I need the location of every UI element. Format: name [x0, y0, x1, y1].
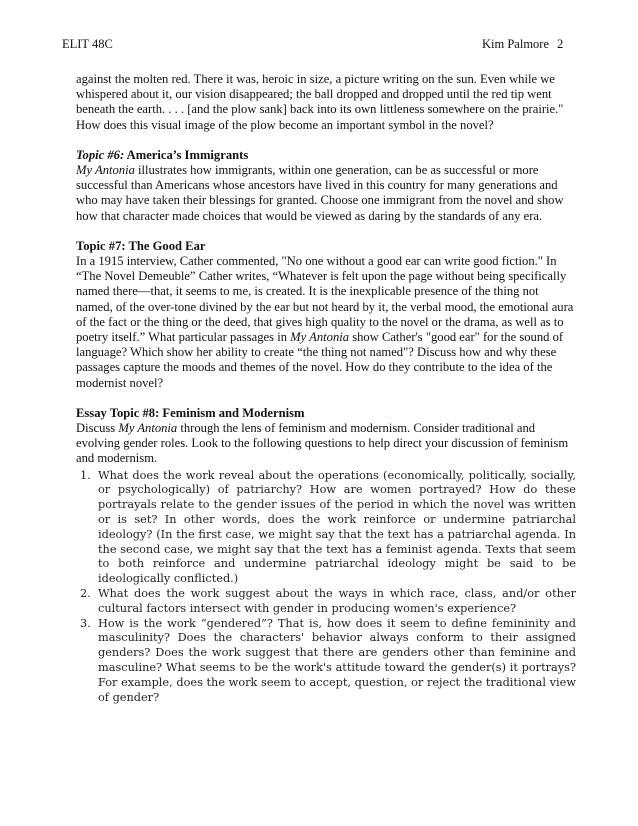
topic7-paragraph — [76, 254, 576, 391]
novel-title: My Antonia — [290, 330, 350, 345]
topic6-text: illustrates how immigrants, within one generation, can be as successful or more successful than Americans whose ancestors have lived in this country for many generations and who may have taken their blessings for granted. Choose one immigrant from the novel and show how that character made choices that would be viewed as daring by the standards of any era. — [76, 163, 564, 223]
topic7-text-after: show Cather's "good ear" for the sound of language? Which show her ability to create “the thing not named"? Discuss how and why these passages capture the moods and themes of the novel. How do they contribute to the idea of the modernist novel? — [76, 330, 564, 390]
question-text: How is the work “gendered”? That is, how does it seem to define femininity and masculinity? Does the characters' behavior always conform to their assigned genders? Does the work suggest that there are genders other than feminine and masculine? What seems to be the work's attitude toward the gender(s) it portrays? For example, does the work seem to accept, question, or reject the traditional view of gender? — [98, 616, 576, 704]
question-text: What does the work suggest about the ways in which race, class, and/or other cultural factors intersect with gender in producing women's experience? — [98, 587, 576, 615]
novel-title: My Antonia — [76, 163, 135, 178]
topic6-paragraph — [76, 163, 576, 224]
topic8-intro-after: through the lens of feminism and modernism. Consider traditional and evolving gender roles. Look to the following questions to help direct your discussion of feminism and modernism. — [76, 421, 569, 466]
question-number: 3. — [80, 616, 91, 630]
topic8-intro-before: Discuss — [76, 421, 116, 436]
question-number: 1. — [80, 468, 91, 482]
list-item — [80, 587, 576, 617]
topic7-heading: Topic #7: The Good Ear — [76, 238, 206, 253]
topic7-text-before: In a 1915 interview, Cather commented, "No one without a good ear can write good fiction." In “The Novel Demeuble” Cather writes, “Whatever is felt upon the page without being specifically named there—that, it seems to me, is created. It is the inexplicable presence of the thing not named, of the over-tone divined by the ear but not heard by it, the verbal mood, the emotional aura of the fact or the thing or the deed, that gives high quality to the novel or the drama, as well as to poetry itself.” What particular passages in — [76, 254, 574, 345]
novel-title: My Antonia — [118, 421, 178, 436]
list-item — [80, 617, 576, 706]
topic5-continuation — [76, 72, 576, 133]
topic6-heading — [76, 148, 576, 163]
topic5-question: How does this visual image of the plow become an important symbol in the novel? — [76, 117, 494, 132]
topic8-heading: Essay Topic #8: Feminism and Modernism — [76, 405, 305, 420]
topic8-intro — [76, 421, 576, 467]
topic8-question-list — [80, 469, 576, 706]
quote-continuation: against the molten red. There it was, heroic in size, a picture writing on the sun. Even while we whispered about it, our vision disappeared; the ball dropped and dropped until the red tip went beneath the earth. . . . [and the plow sank] back into its own littleness somewhere on the prairie." — [76, 72, 564, 117]
document-body — [76, 72, 576, 705]
list-item — [80, 469, 576, 587]
header-author: Kim Palmore — [482, 37, 550, 51]
header-course: ELIT 48C — [62, 37, 113, 51]
question-number: 2. — [80, 587, 91, 601]
page-number: 2 — [557, 37, 564, 51]
question-text: What does the work reveal about the operations (economically, politically, socially, or psychologically) of patriarchy? How are women portrayed? How do these portrayals relate to the gender issues of the period in which the novel was written or is set? In other words, does the work reinforce or undermine patriarchal ideology? (In the first case, we might say that the text has a patriarchal agenda. In the second case, we might say that the text has a feminist agenda. Texts that seem to both reinforce and undermine patriarchal ideology might be said to be ideologically conflicted.) — [98, 468, 576, 586]
topic6-number: Topic #6: — [76, 147, 125, 162]
topic6-title: America’s Immigrants — [126, 147, 249, 162]
